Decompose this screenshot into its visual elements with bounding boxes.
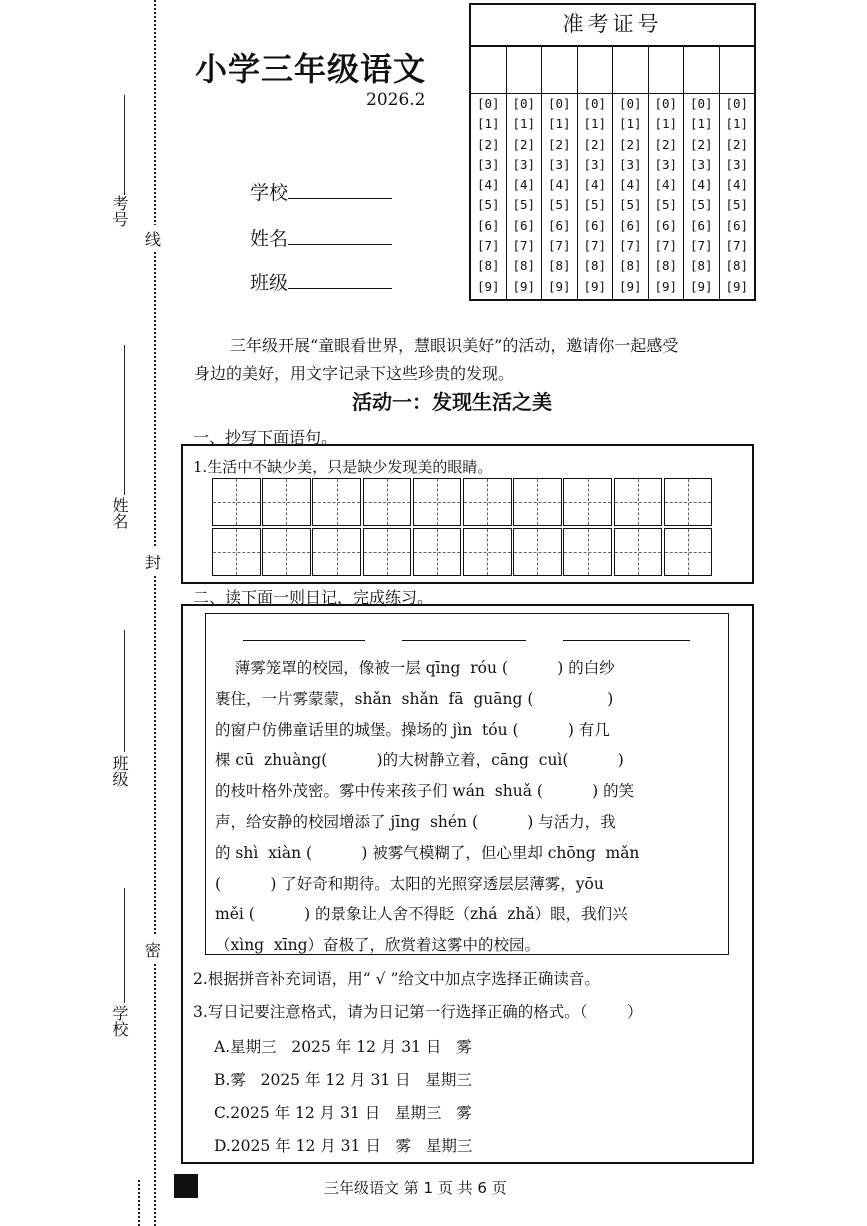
exam-number-digit-bubble[interactable]: [3] [547, 156, 571, 172]
diary-text-line: 裹住，一片雾蒙蒙，shǎn shǎn fā guāng ( ) [215, 689, 614, 708]
exam-number-digit-bubble[interactable]: [7] [547, 238, 571, 254]
exam-number-digit-bubble[interactable]: [7] [583, 238, 607, 254]
exam-number-digit-bubble[interactable]: [3] [583, 156, 607, 172]
diary-text-line: 的枝叶格外茂密。雾中传来孩子们 wán shuǎ ( ) 的笑 [215, 782, 635, 801]
exam-number-digit-bubble[interactable]: [0] [512, 96, 536, 111]
exam-number-write-cell[interactable] [649, 47, 684, 94]
writing-grid-cell[interactable] [363, 528, 412, 576]
exam-number-write-cell[interactable] [684, 47, 719, 94]
writing-grid-cell[interactable] [614, 528, 663, 576]
writing-grid-cell[interactable] [664, 528, 713, 576]
writing-grid-cell[interactable] [513, 478, 562, 526]
exam-number-digit-bubble[interactable]: [1] [512, 116, 536, 132]
exam-number-digit-bubble[interactable]: [2] [547, 136, 571, 152]
exam-number-digit-bubble[interactable]: [0] [583, 96, 607, 111]
exam-number-column [720, 47, 755, 301]
exam-number-write-cell[interactable] [578, 47, 613, 94]
exam-number-box [469, 3, 756, 301]
exam-number-digit-bubble[interactable]: [8] [583, 258, 607, 274]
exam-number-column [684, 47, 720, 301]
exam-number-digit-bubble[interactable]: [4] [654, 177, 678, 193]
writing-grid-row-1[interactable] [212, 478, 714, 526]
exam-number-digit-bubble[interactable]: [7] [476, 238, 500, 254]
exam-number-digit-bubble[interactable]: [7] [654, 238, 678, 254]
binding-label-class: 班级 [110, 755, 129, 787]
writing-grid-cell[interactable] [262, 528, 311, 576]
binding-dotted-line [154, 0, 156, 1226]
exam-number-digit-bubble[interactable]: [1] [725, 116, 749, 132]
exam-number-digit-bubble[interactable]: [9] [725, 278, 749, 294]
exam-number-digit-bubble[interactable]: [0] [689, 96, 713, 111]
diary-text-line: 的 shì xiàn ( ) 被雾气模糊了，但心里却 chōng mǎn [215, 843, 640, 862]
exam-number-digit-bubble[interactable]: [0] [654, 96, 678, 111]
exam-number-digit-bubble[interactable]: [6] [689, 217, 713, 233]
exam-number-digit-bubble[interactable]: [3] [654, 156, 678, 172]
diary-blank-2[interactable] [402, 640, 526, 641]
page-footer: 三年级语文 第 1 页 共 6 页 [324, 1179, 507, 1197]
writing-grid-cell[interactable] [262, 478, 311, 526]
writing-grid-cell[interactable] [563, 478, 612, 526]
exam-number-digit-bubble[interactable]: [5] [476, 197, 500, 213]
diary-text-line: 声，给安静的校园增添了 jīng shén ( ) 与活力，我 [215, 813, 616, 831]
exam-number-digit-bubble[interactable]: [1] [689, 116, 713, 132]
exam-number-digit-bubble[interactable]: [5] [618, 197, 642, 213]
binding-line-name [124, 345, 125, 495]
exam-number-digit-bubble[interactable]: [2] [512, 136, 536, 152]
exam-number-digit-bubble[interactable]: [0] [547, 96, 571, 111]
exam-number-digit-bubble[interactable]: [8] [547, 258, 571, 274]
exam-number-digit-bubble[interactable]: [2] [618, 136, 642, 152]
exam-number-digit-bubble[interactable]: [6] [512, 217, 536, 233]
exam-number-digit-bubble[interactable]: [4] [583, 177, 607, 193]
school-label: 学校 [250, 182, 289, 204]
option-b[interactable]: B.雾 2025 年 12 月 31 日 星期三 [214, 1071, 472, 1089]
exam-number-digit-bubble[interactable]: [8] [725, 258, 749, 274]
exam-number-digit-bubble[interactable]: [5] [654, 197, 678, 213]
binding-label-name: 姓名 [110, 497, 129, 529]
exam-number-column [507, 47, 543, 301]
writing-grid-cell[interactable] [312, 478, 361, 526]
exam-number-digit-bubble[interactable]: [2] [476, 136, 500, 152]
exam-number-digit-bubble[interactable]: [7] [512, 238, 536, 254]
section1-heading: 一、抄写下面语句。 [193, 428, 338, 447]
exam-number-digit-bubble[interactable]: [8] [512, 258, 536, 274]
exam-number-digit-bubble[interactable]: [6] [654, 217, 678, 233]
exam-number-column [542, 47, 578, 301]
school-field[interactable] [250, 178, 392, 205]
exam-number-digit-bubble[interactable]: [9] [654, 278, 678, 294]
exam-number-digit-bubble[interactable]: [5] [725, 197, 749, 213]
question-2: 2.根据拼音补充词语，用“ √ ”给文中加点字选择正确读音。 [193, 970, 600, 988]
binding-mark-line: 线 [145, 225, 161, 252]
option-a[interactable]: A.星期三 2025 年 12 月 31 日 雾 [214, 1038, 472, 1056]
exam-number-digit-bubble[interactable]: [3] [689, 156, 713, 172]
exam-number-write-cell[interactable] [507, 47, 542, 94]
writing-grid-row-2[interactable] [212, 528, 714, 576]
exam-date: 2026.2 [366, 90, 426, 110]
diary-text-line: 的窗户仿佛童话里的城堡。操场的 jìn tóu ( ) 有几 [215, 720, 610, 739]
exam-number-digit-bubble[interactable]: [6] [583, 217, 607, 233]
writing-grid-cell[interactable] [463, 478, 512, 526]
exam-number-column [649, 47, 685, 301]
exam-number-digit-bubble[interactable]: [6] [476, 217, 500, 233]
exam-number-write-cell[interactable] [471, 47, 506, 94]
writing-grid-cell[interactable] [614, 478, 663, 526]
exam-number-header: 准考证号 [471, 5, 754, 47]
writing-grid-cell[interactable] [513, 528, 562, 576]
exam-number-digit-bubble[interactable]: [8] [476, 258, 500, 274]
exam-number-digit-bubble[interactable]: [9] [547, 278, 571, 294]
exam-number-digit-bubble[interactable]: [9] [512, 278, 536, 294]
diary-text-line: 棵 cū zhuàng( )的大树静立着，cāng cuì( ) [215, 751, 624, 770]
diary-text-line: měi ( ) 的景象让人舍不得眨（zhá zhǎ）眼，我们兴 [215, 905, 628, 924]
diary-text-line: （xìng xīng）奋极了，欣赏着这雾中的校园。 [215, 936, 541, 955]
writing-grid-cell[interactable] [363, 478, 412, 526]
exam-number-digit-bubble[interactable]: [3] [512, 156, 536, 172]
name-field[interactable] [250, 224, 392, 251]
binding-mark-seal: 封 [145, 548, 161, 575]
exam-number-digit-bubble[interactable]: [6] [725, 217, 749, 233]
exam-number-write-cell[interactable] [613, 47, 648, 94]
exam-number-digit-bubble[interactable]: [2] [583, 136, 607, 152]
exam-number-digit-bubble[interactable]: [7] [725, 238, 749, 254]
binding-line-exam-number [124, 95, 125, 195]
binding-line-school [124, 888, 125, 1003]
binding-label-school: 学校 [110, 1005, 129, 1037]
writing-grid-cell[interactable] [413, 528, 462, 576]
exam-number-digit-bubble[interactable]: [5] [689, 197, 713, 213]
diary-blank-3[interactable] [563, 640, 690, 641]
exam-number-digit-bubble[interactable]: [3] [476, 156, 500, 172]
exam-number-digit-bubble[interactable]: [9] [689, 278, 713, 294]
binding-dotted-line-bottom [138, 1180, 140, 1226]
exam-number-digit-bubble[interactable]: [0] [476, 96, 500, 111]
question-3: 3.写日记要注意格式，请为日记第一行选择正确的格式。（ ） [193, 1003, 643, 1021]
exam-number-digit-bubble[interactable]: [4] [547, 177, 571, 193]
exam-number-digit-bubble[interactable]: [9] [618, 278, 642, 294]
writing-grid-cell[interactable] [212, 478, 261, 526]
exam-number-column [613, 47, 649, 301]
diary-blank-1[interactable] [243, 640, 365, 641]
binding-mark-secret: 密 [145, 936, 161, 963]
class-field[interactable] [250, 268, 392, 295]
writing-grid-cell[interactable] [413, 478, 462, 526]
exam-number-digit-bubble[interactable]: [3] [725, 156, 749, 172]
writing-grid-cell[interactable] [312, 528, 361, 576]
exam-number-digit-bubble[interactable]: [5] [512, 197, 536, 213]
exam-number-digit-bubble[interactable]: [2] [725, 136, 749, 152]
exam-number-digit-bubble[interactable]: [2] [689, 136, 713, 152]
exam-number-digit-bubble[interactable]: [5] [583, 197, 607, 213]
exam-number-digit-bubble[interactable]: [1] [583, 116, 607, 132]
exam-number-digit-bubble[interactable]: [3] [618, 156, 642, 172]
exam-number-digit-bubble[interactable]: [0] [618, 96, 642, 111]
intro-line-2: 身边的美好，用文字记录下这些珍贵的发现。 [194, 364, 515, 383]
exam-title: 小学三年级语文 [195, 50, 427, 88]
exam-number-digit-bubble[interactable]: [1] [476, 116, 500, 132]
exam-number-digit-bubble[interactable]: [1] [547, 116, 571, 132]
exam-number-digit-bubble[interactable]: [4] [512, 177, 536, 193]
exam-number-column [471, 47, 507, 301]
binding-label-exam-number: 考号 [110, 195, 129, 227]
exam-number-write-cell[interactable] [542, 47, 577, 94]
diary-text-line: 薄雾笼罩的校园，像被一层 qīng róu ( ) 的白纱 [215, 659, 615, 677]
exam-number-digit-bubble[interactable]: [1] [654, 116, 678, 132]
class-label: 班级 [250, 272, 289, 294]
diary-text-line: ( ) 了好奇和期待。太阳的光照穿透层层薄雾，yōu [215, 874, 604, 893]
section2-heading: 二、读下面一则日记，完成练习。 [193, 588, 434, 607]
exam-number-digit-bubble[interactable]: [8] [689, 258, 713, 274]
intro-line-1: 三年级开展“童眼看世界，慧眼识美好”的活动，邀请你一起感受 [230, 336, 679, 355]
option-d[interactable]: D.2025 年 12 月 31 日 雾 星期三 [214, 1137, 473, 1155]
activity-title: 活动一：发现生活之美 [352, 390, 552, 414]
exam-number-digit-bubble[interactable]: [8] [654, 258, 678, 274]
question-1: 1.生活中不缺少美，只是缺少发现美的眼睛。 [193, 458, 493, 476]
exam-number-digit-bubble[interactable]: [8] [618, 258, 642, 274]
option-c[interactable]: C.2025 年 12 月 31 日 星期三 雾 [214, 1104, 472, 1122]
exam-number-digit-bubble[interactable]: [4] [618, 177, 642, 193]
exam-number-digit-bubble[interactable]: [7] [618, 238, 642, 254]
alignment-mark [174, 1174, 198, 1198]
exam-number-digit-bubble[interactable]: [9] [476, 278, 500, 294]
binding-line-class [124, 630, 125, 752]
exam-number-column [578, 47, 614, 301]
exam-number-digit-bubble[interactable]: [1] [618, 116, 642, 132]
exam-number-digit-bubble[interactable]: [4] [476, 177, 500, 193]
name-label: 姓名 [250, 228, 289, 250]
exam-number-digit-bubble[interactable]: [4] [725, 177, 749, 193]
exam-number-digit-bubble[interactable]: [5] [547, 197, 571, 213]
exam-number-digit-bubble[interactable]: [7] [689, 238, 713, 254]
exam-number-digit-bubble[interactable]: [9] [583, 278, 607, 294]
writing-grid-cell[interactable] [463, 528, 512, 576]
writing-grid-cell[interactable] [212, 528, 261, 576]
exam-number-digit-bubble[interactable]: [4] [689, 177, 713, 193]
writing-grid-cell[interactable] [563, 528, 612, 576]
exam-number-digit-bubble[interactable]: [2] [654, 136, 678, 152]
writing-grid-cell[interactable] [664, 478, 713, 526]
exam-number-digit-bubble[interactable]: [0] [725, 96, 749, 111]
exam-number-write-cell[interactable] [720, 47, 755, 94]
exam-number-digit-bubble[interactable]: [6] [618, 217, 642, 233]
exam-number-digit-bubble[interactable]: [6] [547, 217, 571, 233]
